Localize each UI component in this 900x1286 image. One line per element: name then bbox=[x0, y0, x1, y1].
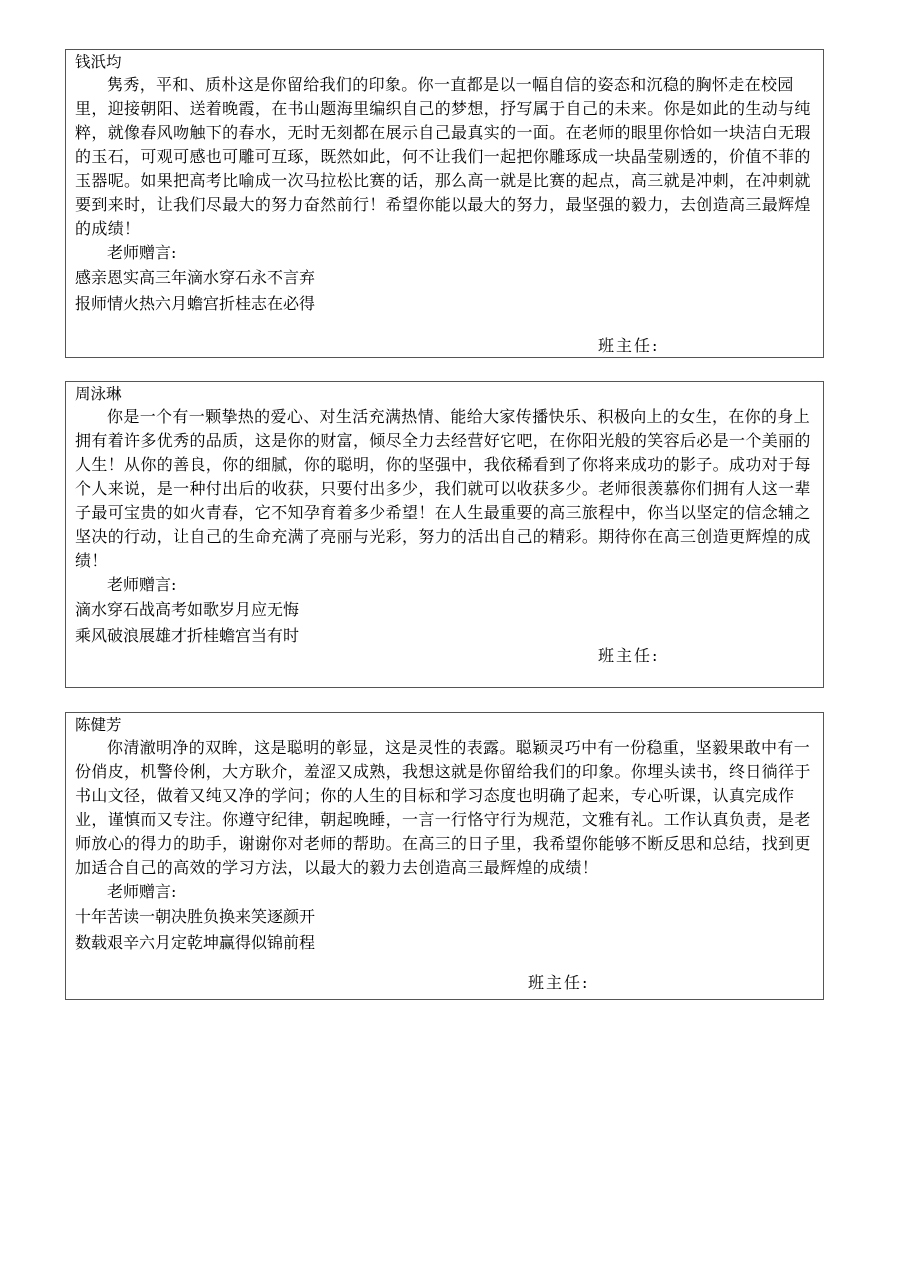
gift-label: 老师赠言: bbox=[107, 882, 177, 901]
gift-label: 老师赠言: bbox=[107, 243, 177, 262]
poem-line: 十年苦读一朝决胜负换来笑逐颜开 bbox=[75, 907, 316, 926]
teacher-comment: 你清澈明净的双眸，这是聪明的彰显，这是灵性的表露。聪颖灵巧中有一份稳重，坚毅果敢中有一份俏皮，机警伶俐，大方耿介，羞涩又成熟，我想这就是你留给我们的印象。你埋头读书，终日徜徉于书山文径，做着又纯又净的学问；你的人生的目标和学习态度也明确了起来，专心听课，认真完成作业，谨慎而又专注。你遵守纪律，朝起晚睡，一言一行恪守行为规范，文雅有礼。工作认真负责，是老师放心的得力的助手，谢谢你对老师的帮助。在高三的日子里，我希望你能够不断反思和总结，找到更加适合自己的高效的学习方法，以最大的毅力去创造高三最辉煌的成绩！ bbox=[75, 738, 811, 877]
student-name: 周泳琳 bbox=[75, 385, 122, 403]
comment-card bbox=[65, 381, 824, 688]
student-name: 钱汦均 bbox=[75, 53, 122, 71]
poem-line: 数载艰辛六月定乾坤赢得似锦前程 bbox=[75, 933, 316, 952]
gift-label: 老师赠言: bbox=[107, 575, 177, 594]
poem-line: 感亲恩实高三年滴水穿石永不言弃 bbox=[75, 268, 316, 287]
teacher-comment: 隽秀，平和、质朴这是你留给我们的印象。你一直都是以一幅自信的姿态和沉稳的胸怀走在校园里，迎接朝阳、送着晚霞，在书山题海里编织自己的梦想，抒写属于自己的未来。你是如此的生动与纯粹，就像春风吻触下的春水，无时无刻都在展示自己最真实的一面。在老师的眼里你恰如一块洁白无瑕的玉石，可观可感也可雕可互琢，既然如此，何不让我们一起把你雕琢成一块晶莹剔透的，价值不菲的玉器呢。如果把高考比喻成一次马拉松比赛的话，那么高一就是比赛的起点，高三就是冲刺，在冲刺就要到来时，让我们尽最大的努力奋然前行！希望你能以最大的努力，最坚强的毅力，去创造高三最辉煌的成绩！ bbox=[75, 75, 811, 238]
poem-line: 滴水穿石战高考如歌岁月应无悔 bbox=[75, 600, 300, 619]
student-name: 陈健芳 bbox=[75, 716, 122, 734]
comment-card bbox=[65, 712, 824, 1000]
class-teacher-signature-label: 班主任: bbox=[598, 646, 660, 665]
poem-line: 报师情火热六月蟾宫折桂志在必得 bbox=[75, 294, 316, 313]
class-teacher-signature-label: 班主任: bbox=[528, 973, 590, 992]
class-teacher-signature-label: 班主任: bbox=[598, 336, 660, 355]
comment-card bbox=[65, 49, 824, 358]
teacher-comment: 你是一个有一颗挚热的爱心、对生活充满热情、能给大家传播快乐、积极向上的女生，在你的身上拥有着许多优秀的品质，这是你的财富，倾尽全力去经营好它吧，在你阳光般的笑容后必是一个美丽的人生！从你的善良，你的细腻，你的聪明，你的坚强中，我依稀看到了你将来成功的影子。成功对于每个人来说，是一种付出后的收获，只要付出多少，我们就可以收获多少。老师很羡慕你们拥有人这一辈子最可宝贵的如火青春，它不知孕育着多少希望！在人生最重要的高三旅程中，你当以坚定的信念辅之坚决的行动，让自己的生命充满了亮丽与光彩，努力的活出自己的精彩。期待你在高三创造更辉煌的成绩！ bbox=[75, 407, 811, 570]
poem-line: 乘风破浪展雄才折桂蟾宫当有时 bbox=[75, 626, 300, 645]
